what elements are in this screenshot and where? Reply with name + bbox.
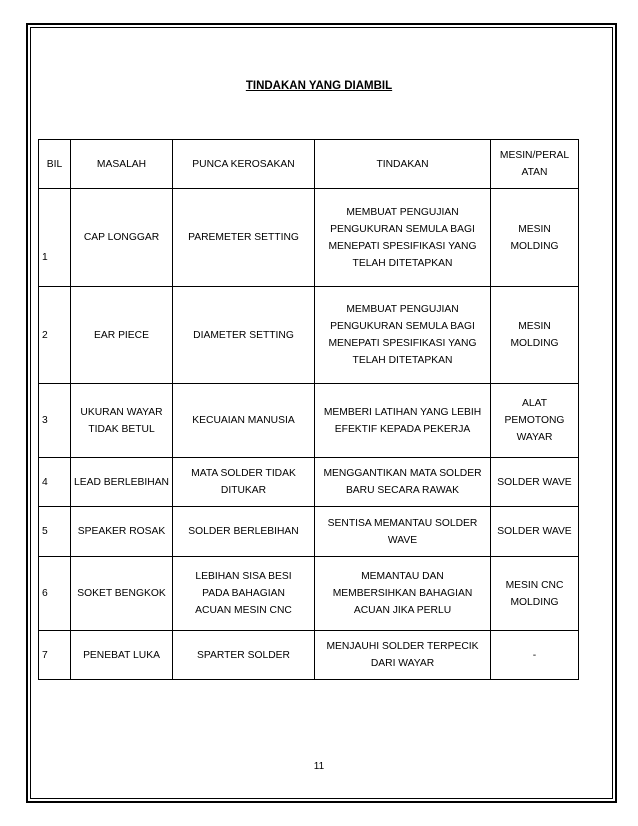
cell-tindakan: MEMANTAU DAN MEMBERSIHKAN BAHAGIAN ACUAN JIKA PERLU <box>315 557 491 631</box>
cell-tindakan: MEMBUAT PENGUJIAN PENGUKURAN SEMULA BAGI MENEPATI SPESIFIKASI YANG TELAH DITETAPKAN <box>315 287 491 384</box>
cell-masalah: SOKET BENGKOK <box>71 557 173 631</box>
header-punca-kerosakan: PUNCA KEROSAKAN <box>173 140 315 189</box>
table-row <box>39 287 579 384</box>
cell-tindakan: MENGGANTIKAN MATA SOLDER BARU SECARA RAWAK <box>315 458 491 507</box>
header-mesin-peralatan: MESIN/PERAL ATAN <box>491 140 579 189</box>
table-header-row <box>39 140 579 189</box>
cell-tindakan: SENTISA MEMANTAU SOLDER WAVE <box>315 507 491 557</box>
cell-punca: DIAMETER SETTING <box>173 287 315 384</box>
cell-mesin: SOLDER WAVE <box>491 507 579 557</box>
cell-tindakan: MENJAUHI SOLDER TERPECIK DARI WAYAR <box>315 631 491 680</box>
cell-punca: MATA SOLDER TIDAK DITUKAR <box>173 458 315 507</box>
cell-mesin: - <box>491 631 579 680</box>
table-row <box>39 631 579 680</box>
cell-bil: 4 <box>39 458 71 507</box>
cell-punca: SPARTER SOLDER <box>173 631 315 680</box>
action-table <box>38 139 579 680</box>
cell-masalah: SPEAKER ROSAK <box>71 507 173 557</box>
cell-punca: PAREMETER SETTING <box>173 189 315 287</box>
table-row <box>39 507 579 557</box>
cell-mesin: SOLDER WAVE <box>491 458 579 507</box>
cell-tindakan: MEMBERI LATIHAN YANG LEBIH EFEKTIF KEPADA PEKERJA <box>315 384 491 458</box>
header-tindakan: TINDAKAN <box>315 140 491 189</box>
cell-bil: 5 <box>39 507 71 557</box>
cell-tindakan: MEMBUAT PENGUJIAN PENGUKURAN SEMULA BAGI MENEPATI SPESIFIKASI YANG TELAH DITETAPKAN <box>315 189 491 287</box>
header-bil: BIL <box>39 140 71 189</box>
page-number: 11 <box>313 761 325 772</box>
document-title: TINDAKAN YANG DIAMBIL <box>245 80 393 92</box>
cell-bil: 6 <box>39 557 71 631</box>
cell-mesin: MESIN CNC MOLDING <box>491 557 579 631</box>
cell-punca: KECUAIAN MANUSIA <box>173 384 315 458</box>
cell-bil: 2 <box>39 287 71 384</box>
table-row <box>39 458 579 507</box>
header-masalah: MASALAH <box>71 140 173 189</box>
cell-bil: 3 <box>39 384 71 458</box>
table-row <box>39 189 579 287</box>
table-row <box>39 557 579 631</box>
cell-bil: 1 <box>39 189 71 287</box>
cell-masalah: PENEBAT LUKA <box>71 631 173 680</box>
cell-masalah: UKURAN WAYAR TIDAK BETUL <box>71 384 173 458</box>
table-row <box>39 384 579 458</box>
cell-mesin: MESIN MOLDING <box>491 189 579 287</box>
cell-bil: 7 <box>39 631 71 680</box>
cell-punca: LEBIHAN SISA BESI PADA BAHAGIAN ACUAN MESIN CNC <box>173 557 315 631</box>
cell-mesin: MESIN MOLDING <box>491 287 579 384</box>
cell-punca: SOLDER BERLEBIHAN <box>173 507 315 557</box>
cell-masalah: EAR PIECE <box>71 287 173 384</box>
cell-masalah: CAP LONGGAR <box>71 189 173 287</box>
cell-mesin: ALAT PEMOTONG WAYAR <box>491 384 579 458</box>
cell-masalah: LEAD BERLEBIHAN <box>71 458 173 507</box>
